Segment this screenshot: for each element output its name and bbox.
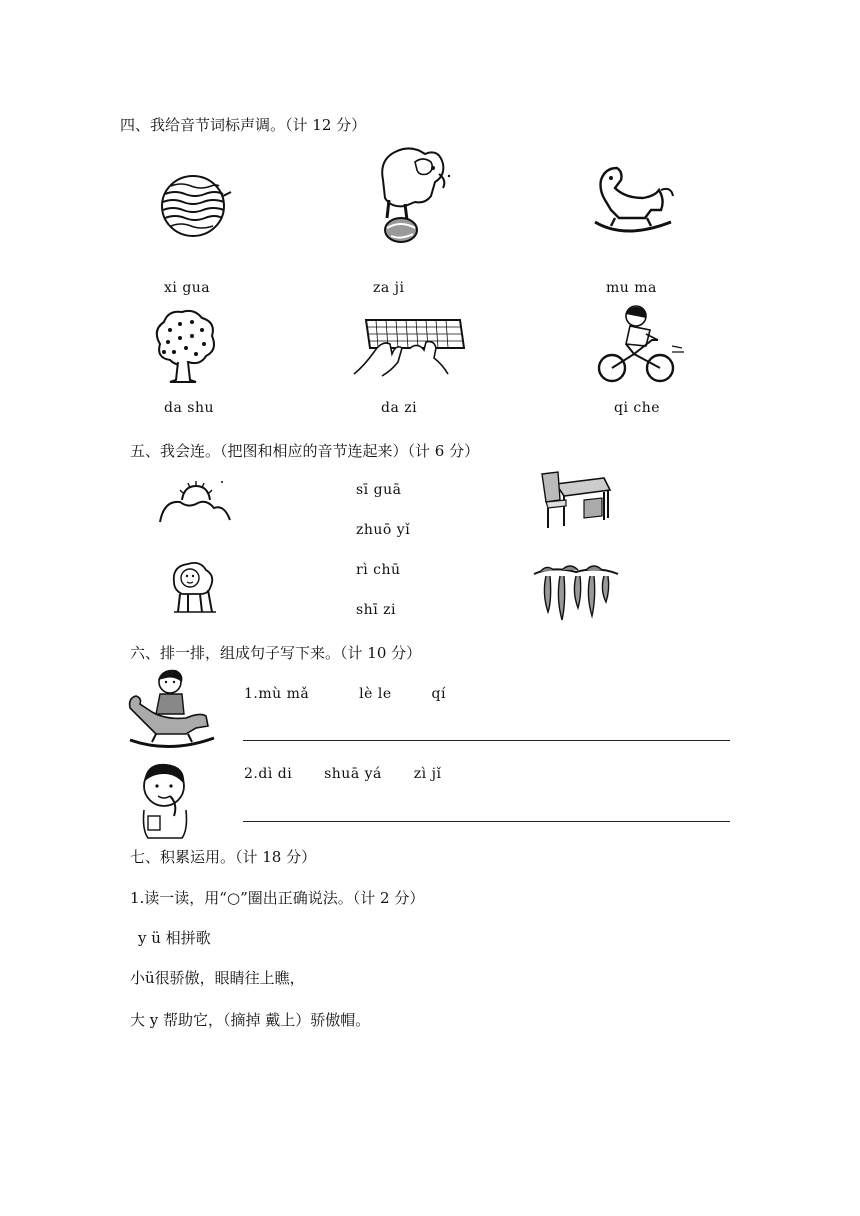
sentence-1-word-3: qí	[431, 686, 446, 702]
typing-keyboard-icon	[352, 314, 467, 380]
pinyin-da-zi: da zi	[381, 400, 418, 416]
sentence-1-number: 1.	[244, 686, 259, 702]
poem-title: y ü 相拼歌	[138, 929, 211, 947]
boy-brushing-teeth-icon	[134, 760, 196, 840]
section-4-heading: 四、我给音节词标声调。（计 12 分）	[120, 116, 367, 134]
sentence-2-word-1: dì di	[258, 766, 293, 782]
sentence-1-word-2: lè le	[359, 686, 392, 702]
watermelon-icon	[155, 170, 235, 240]
syllable-ri-chu: rì chū	[356, 562, 401, 578]
syllable-zhuo-yi: zhuō yǐ	[356, 522, 411, 538]
lion-icon	[170, 560, 220, 616]
desk-and-chair-icon	[538, 470, 612, 534]
sentence-2-word-3: zì jǐ	[413, 766, 442, 782]
poem-line-1: 小ü很骄傲，眼睛往上瞧，	[130, 969, 305, 987]
tree-icon	[150, 308, 220, 386]
sentence-2-words	[244, 766, 441, 782]
rocking-horse-icon	[585, 160, 680, 240]
question-1-instruction: 1.读一读，用“○”圈出正确说法。（计 2 分）	[130, 889, 425, 907]
pinyin-xi-gua: xi gua	[164, 280, 211, 296]
boy-on-rocking-horse-icon	[126, 668, 216, 750]
sentence-1-word-1: mù mǎ	[258, 686, 310, 702]
pinyin-qi-che: qi che	[614, 400, 661, 416]
elephant-on-ball-icon	[365, 140, 455, 245]
sunrise-icon	[156, 478, 238, 530]
syllable-si-gua: sī guā	[356, 482, 402, 498]
section-6-heading: 六、排一排，组成句子写下来。（计 10 分）	[130, 644, 422, 662]
pinyin-za-ji: za ji	[373, 280, 405, 296]
sentence-2-answer-line[interactable]	[243, 821, 730, 822]
sentence-1-words	[244, 686, 446, 702]
section-7-heading: 七、积累运用。（计 18 分）	[130, 848, 317, 866]
pinyin-mu-ma: mu ma	[606, 280, 657, 296]
poem-line-2[interactable]: 大 y 帮助它，（摘掉 戴上）骄傲帽。	[130, 1011, 371, 1029]
hanging-melons-icon	[532, 562, 620, 632]
section-5-heading: 五、我会连。（把图和相应的音节连起来）（计 6 分）	[130, 442, 480, 460]
sentence-2-number: 2.	[244, 766, 259, 782]
pinyin-da-shu: da shu	[164, 400, 214, 416]
sentence-2-word-2: shuā yá	[324, 766, 382, 782]
sentence-1-answer-line[interactable]	[243, 740, 730, 741]
syllable-shi-zi: shī zi	[356, 602, 396, 618]
kid-riding-bicycle-icon	[596, 304, 688, 386]
